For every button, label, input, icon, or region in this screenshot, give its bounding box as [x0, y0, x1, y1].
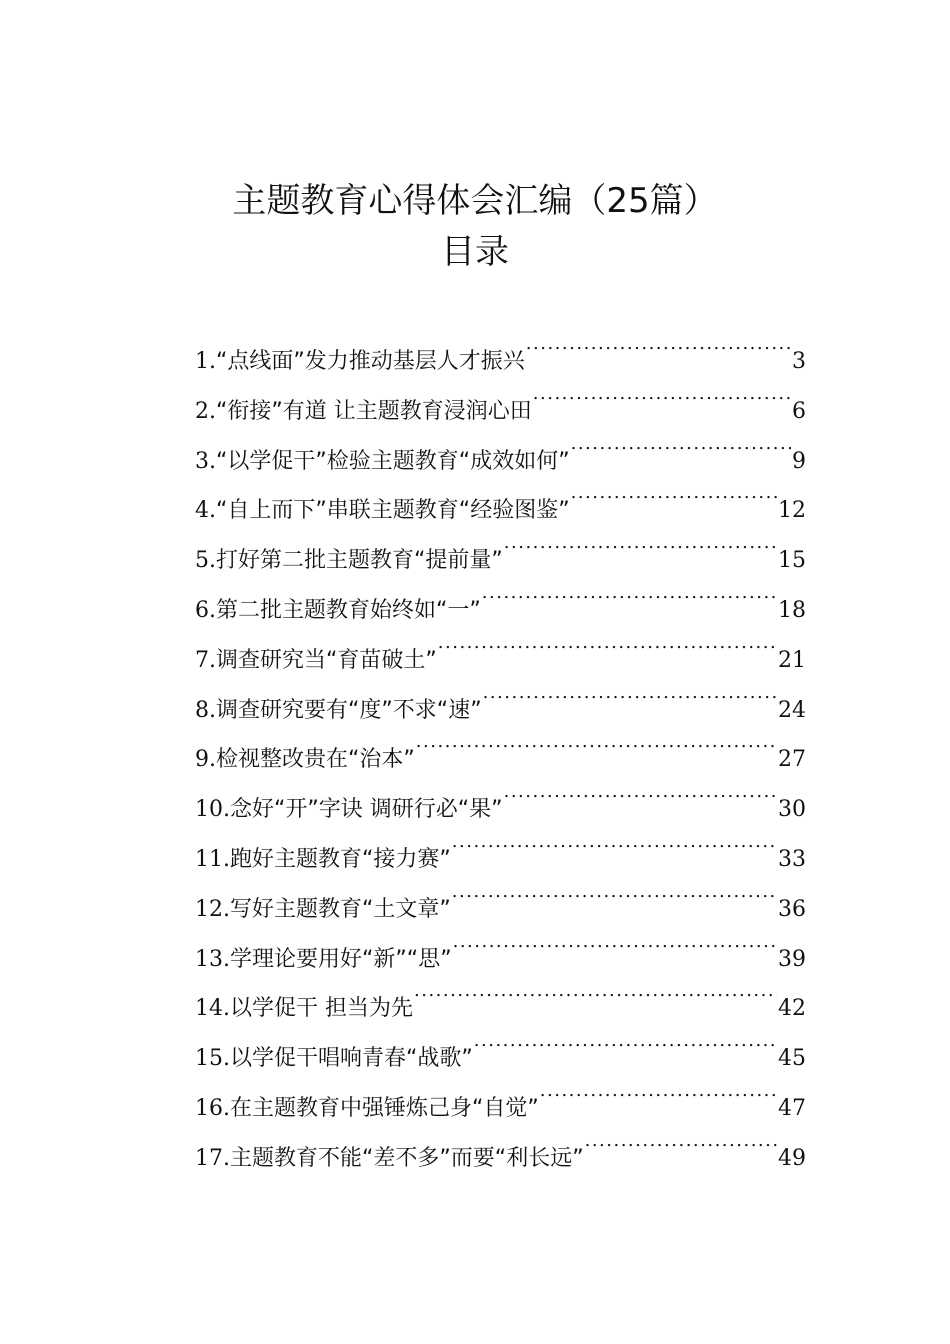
toc-entry[interactable] [195, 627, 806, 677]
toc-entry-title: 以学促干 担当为先 [230, 996, 413, 1022]
toc-entry-title: 念好“开”字诀 调研行必“果” [230, 797, 503, 823]
toc-entry-page: 27 [778, 747, 806, 773]
toc-entry-number: 10. [195, 797, 230, 823]
toc-entry-page: 39 [778, 946, 806, 972]
toc-dot-leader [504, 776, 777, 816]
toc-entry[interactable] [195, 776, 806, 826]
toc-entry-title: 调查研究当“育苗破土” [216, 647, 437, 673]
toc-dot-leader [453, 926, 777, 966]
toc-entry[interactable] [195, 826, 806, 876]
toc-entry-number: 17. [195, 1145, 230, 1171]
toc-entry-number: 5. [195, 548, 216, 574]
toc-entry-page: 24 [778, 697, 806, 723]
toc-entry-number: 8. [195, 697, 216, 723]
toc-entry[interactable] [195, 428, 806, 478]
toc-dot-leader [571, 428, 791, 468]
toc-dot-leader [452, 876, 777, 916]
toc-entry[interactable] [195, 577, 806, 627]
toc-entry-number: 3. [195, 448, 216, 474]
toc-heading: 目录 [441, 232, 509, 272]
toc-dot-leader [438, 627, 777, 667]
toc-entry-number: 15. [195, 1046, 230, 1072]
table-of-contents [195, 328, 806, 1175]
toc-entry[interactable] [195, 975, 806, 1025]
toc-entry-title: 在主题教育中强锤炼己身“自觉” [230, 1095, 539, 1121]
toc-entry[interactable] [195, 328, 806, 378]
toc-entry-number: 1. [195, 349, 216, 374]
toc-entry-number: 4. [195, 498, 216, 524]
toc-dot-leader [482, 577, 777, 617]
toc-entry-title: “自上而下”串联主题教育“经验图鉴” [216, 498, 570, 524]
toc-entry[interactable] [195, 726, 806, 776]
toc-entry[interactable] [195, 1125, 806, 1175]
toc-dot-leader [452, 826, 777, 866]
toc-entry-title: 学理论要用好“新”“思” [230, 946, 452, 972]
toc-entry-number: 11. [195, 846, 230, 872]
document-title: 主题教育心得体会汇编（25篇） [232, 181, 718, 221]
toc-entry[interactable] [195, 876, 806, 926]
toc-dot-leader [533, 378, 791, 418]
toc-entry[interactable] [195, 378, 806, 428]
toc-entry-page: 6 [792, 398, 806, 424]
toc-entry-title: 检视整改贵在“治本” [216, 747, 415, 773]
toc-dot-leader [474, 1025, 777, 1065]
toc-entry-page: 33 [778, 846, 806, 872]
toc-dot-leader [483, 677, 777, 717]
toc-entry-page: 45 [778, 1046, 806, 1072]
toc-entry-title: 调查研究要有“度”不求“速” [216, 697, 482, 723]
toc-entry-title: 打好第二批主题教育“提前量” [216, 548, 503, 574]
toc-dot-leader [585, 1125, 777, 1165]
toc-entry-page: 21 [778, 647, 806, 673]
toc-entry[interactable] [195, 1025, 806, 1075]
toc-entry[interactable] [195, 477, 806, 527]
toc-dot-leader [540, 1075, 777, 1115]
toc-dot-leader [526, 328, 791, 368]
toc-entry-title: “点线面”发力推动基层人才振兴 [216, 349, 525, 374]
toc-entry-title: “衔接”有道 让主题教育浸润心田 [216, 398, 532, 424]
toc-entry[interactable] [195, 1075, 806, 1125]
toc-entry-page: 15 [778, 548, 806, 574]
toc-entry[interactable] [195, 527, 806, 577]
toc-entry-number: 9. [195, 747, 216, 773]
toc-dot-leader [416, 726, 777, 766]
toc-dot-leader [571, 477, 777, 517]
toc-entry-page: 12 [778, 498, 806, 524]
toc-entry-title: 跑好主题教育“接力赛” [230, 846, 451, 872]
toc-dot-leader [504, 527, 777, 567]
toc-entry-page: 42 [778, 996, 806, 1022]
toc-entry-title: 以学促干唱响青春“战歌” [230, 1046, 473, 1072]
toc-entry-page: 47 [778, 1095, 806, 1121]
toc-entry-title: 第二批主题教育始终如“一” [216, 597, 481, 623]
toc-entry-page: 49 [778, 1145, 806, 1171]
toc-entry-title: “以学促干”检验主题教育“成效如何” [216, 448, 570, 474]
toc-entry[interactable] [195, 926, 806, 976]
toc-entry-page: 18 [778, 597, 806, 623]
toc-entry[interactable] [195, 677, 806, 727]
toc-entry-number: 2. [195, 398, 216, 424]
toc-entry-page: 9 [792, 448, 806, 474]
toc-entry-number: 13. [195, 946, 230, 972]
toc-entry-page: 36 [778, 896, 806, 922]
toc-entry-page: 3 [792, 349, 806, 374]
toc-entry-number: 16. [195, 1095, 230, 1121]
toc-entry-title: 写好主题教育“土文章” [230, 896, 451, 922]
toc-entry-number: 6. [195, 597, 216, 623]
toc-dot-leader [414, 975, 777, 1015]
toc-entry-number: 7. [195, 647, 216, 673]
toc-entry-page: 30 [778, 797, 806, 823]
toc-entry-title: 主题教育不能“差不多”而要“利长远” [230, 1145, 584, 1171]
toc-entry-number: 12. [195, 896, 230, 922]
toc-entry-number: 14. [195, 996, 230, 1022]
